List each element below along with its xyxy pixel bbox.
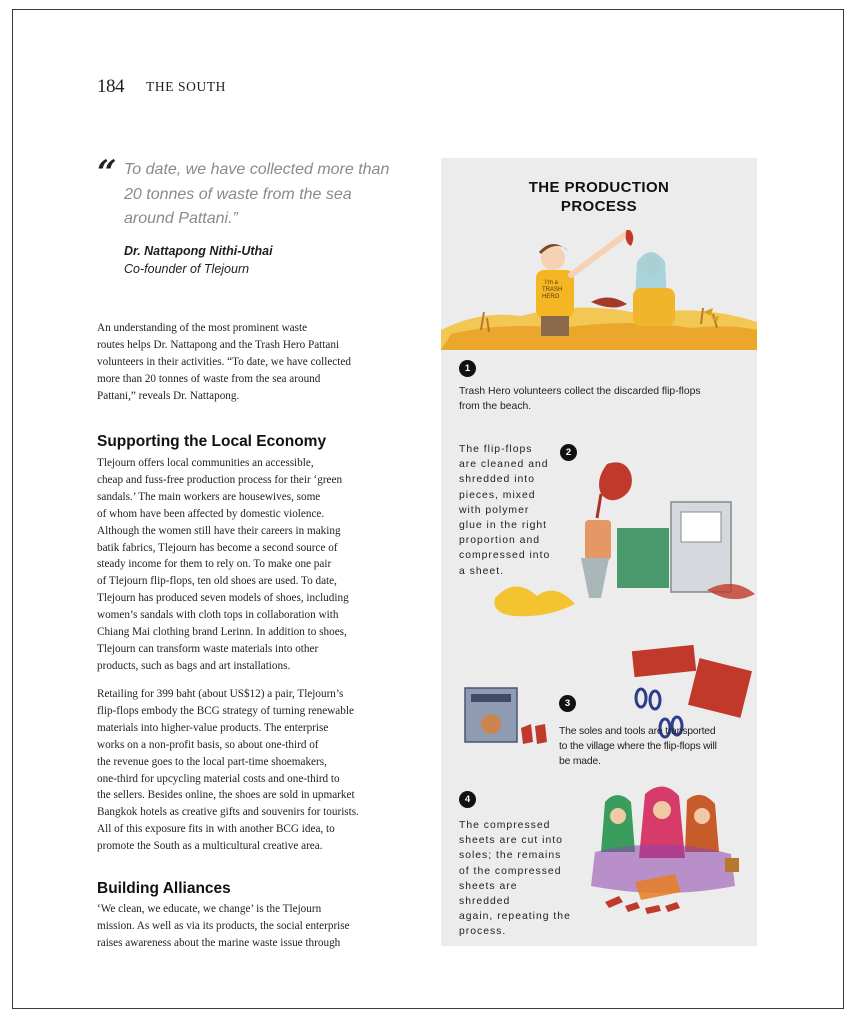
glue-stream (597, 494, 601, 518)
paragraph-text: Retailing for 399 baht (about US$12) a pair, Tlejourn’s flip-flops embody the BCG strategy of turning renewable materials into higher-value products. The enterprise works on a non-profit basis, so about one-third of the revenue goes to the local part-time shoemakers, one-third for upcycling material costs and one-third to the sellers. Besides online, the shoes are sold in upmarket Bangkok hotels as creative gifts and souvenirs for tourists. All of this exposure fits in with another BCG idea, to promote the South as a multicultural creative area. (97, 688, 359, 853)
step-1-caption: Trash Hero volunteers collect the discarded flip-flops from the beach. (459, 386, 701, 413)
heading-building-alliances: Building Alliances (97, 880, 231, 897)
glue-pot (725, 858, 739, 872)
shirt-text-line-3: HERO (542, 294, 560, 300)
step-3-caption: The soles and tools are transported to the village where the flip-flops will be made. (559, 726, 717, 768)
beach-cleanup-illustration (441, 230, 757, 350)
step-2-number: 2 (560, 444, 577, 461)
shredded-pieces-bin (585, 520, 611, 560)
paragraph-text: ‘We clean, we educate, we change’ is the Tlejourn mission. As well as via its products, the social enterprise raises awareness about the marine waste issue through (97, 903, 350, 949)
production-process-panel (441, 158, 757, 946)
compressed-sheet-2 (688, 658, 752, 718)
quote-mark-icon: “ (97, 153, 117, 193)
shredder-stand (581, 558, 609, 598)
press-window (681, 512, 721, 542)
local-economy-paragraph-2 (97, 686, 417, 855)
woman-1-face (610, 808, 626, 824)
step-3-number: 3 (559, 695, 576, 712)
oven-top (471, 694, 511, 702)
quote-role: Co-founder of Tlejourn (124, 261, 250, 276)
step-4-number: 4 (459, 791, 476, 808)
glue-bottle (599, 462, 632, 500)
volunteer-arm (571, 232, 629, 275)
shredding-machine-illustration (485, 458, 757, 636)
flip-flop-held (626, 230, 634, 246)
quote-author: Dr. Nattapong Nithi-Uthai (124, 243, 273, 258)
finished-sandals (521, 724, 547, 744)
paragraph-text: Tlejourn offers local communities an accessible, cheap and fuss-free production process for their ‘green sandals.’ The main workers are housewives, some of whom have been affected by domestic violence. Although the women still have their careers in making batik fabrics, Tlejourn has become a second source of steady income for them to rely on. To make one pair of Tlejourn flip-flops, ten old shoes are used. To date, Tlejourn has produced seven models of shoes, including women’s sandals with cloth tops in collaboration with Chiang Mai clothing brand Lerinn. In addition to shoes, Tlejourn can transform waste materials into other products, such as bags and art installations. (97, 457, 349, 672)
sacks-of-pieces (494, 586, 575, 616)
heading-local-economy: Supporting the Local Economy (97, 433, 327, 450)
step-2-caption: The flip-flops are cleaned and shredded into pieces, mixed with polymer glue in the right proportion and compressed into a sheet. (459, 444, 551, 577)
section-title: THE SOUTH (146, 79, 227, 94)
pull-quote (97, 153, 407, 278)
sole-cutter-2 (650, 691, 660, 709)
woman-2-face (653, 801, 671, 819)
panel-title (441, 178, 757, 216)
quote-text: To date, we have collected more than 20 tonnes of waste from the sea around Pattani.” (124, 161, 390, 227)
oven-fire (481, 714, 501, 734)
mixing-machine (617, 528, 669, 588)
woman-3-face (694, 808, 710, 824)
shirt-text-line-2: TRASH (542, 287, 563, 293)
local-economy-paragraph-1 (97, 455, 417, 675)
alliances-paragraph-1 (97, 901, 417, 952)
compressed-sheet-1 (632, 645, 696, 677)
volunteer-legs (541, 316, 569, 336)
panel-title-line-1: THE PRODUCTION (528, 179, 670, 196)
intro-text: An understanding of the most prominent waste routes helps Dr. Nattapong and the Trash Hero Pattani volunteers in their activities. “To date, we have collected more than 20 tonnes of waste from the sea around Pattani,” reveals Dr. Nattapong. (97, 322, 351, 402)
collected-flip-flops (591, 297, 627, 307)
women-making-sandals-illustration (575, 782, 745, 932)
panel-title-line-2: PROCESS (560, 198, 638, 215)
girl-body (633, 288, 675, 326)
running-header (97, 76, 226, 98)
step-4-caption: The compressed sheets are cut into soles; the remains of the compressed sheets are shredded again, repeating the process. (459, 820, 571, 938)
sole-cutter-1 (636, 689, 646, 707)
intro-paragraph (97, 320, 417, 405)
step-1-number: 1 (459, 360, 476, 377)
shirt-text-line-1: I'm a (545, 280, 558, 286)
page-number: 184 (97, 76, 124, 97)
